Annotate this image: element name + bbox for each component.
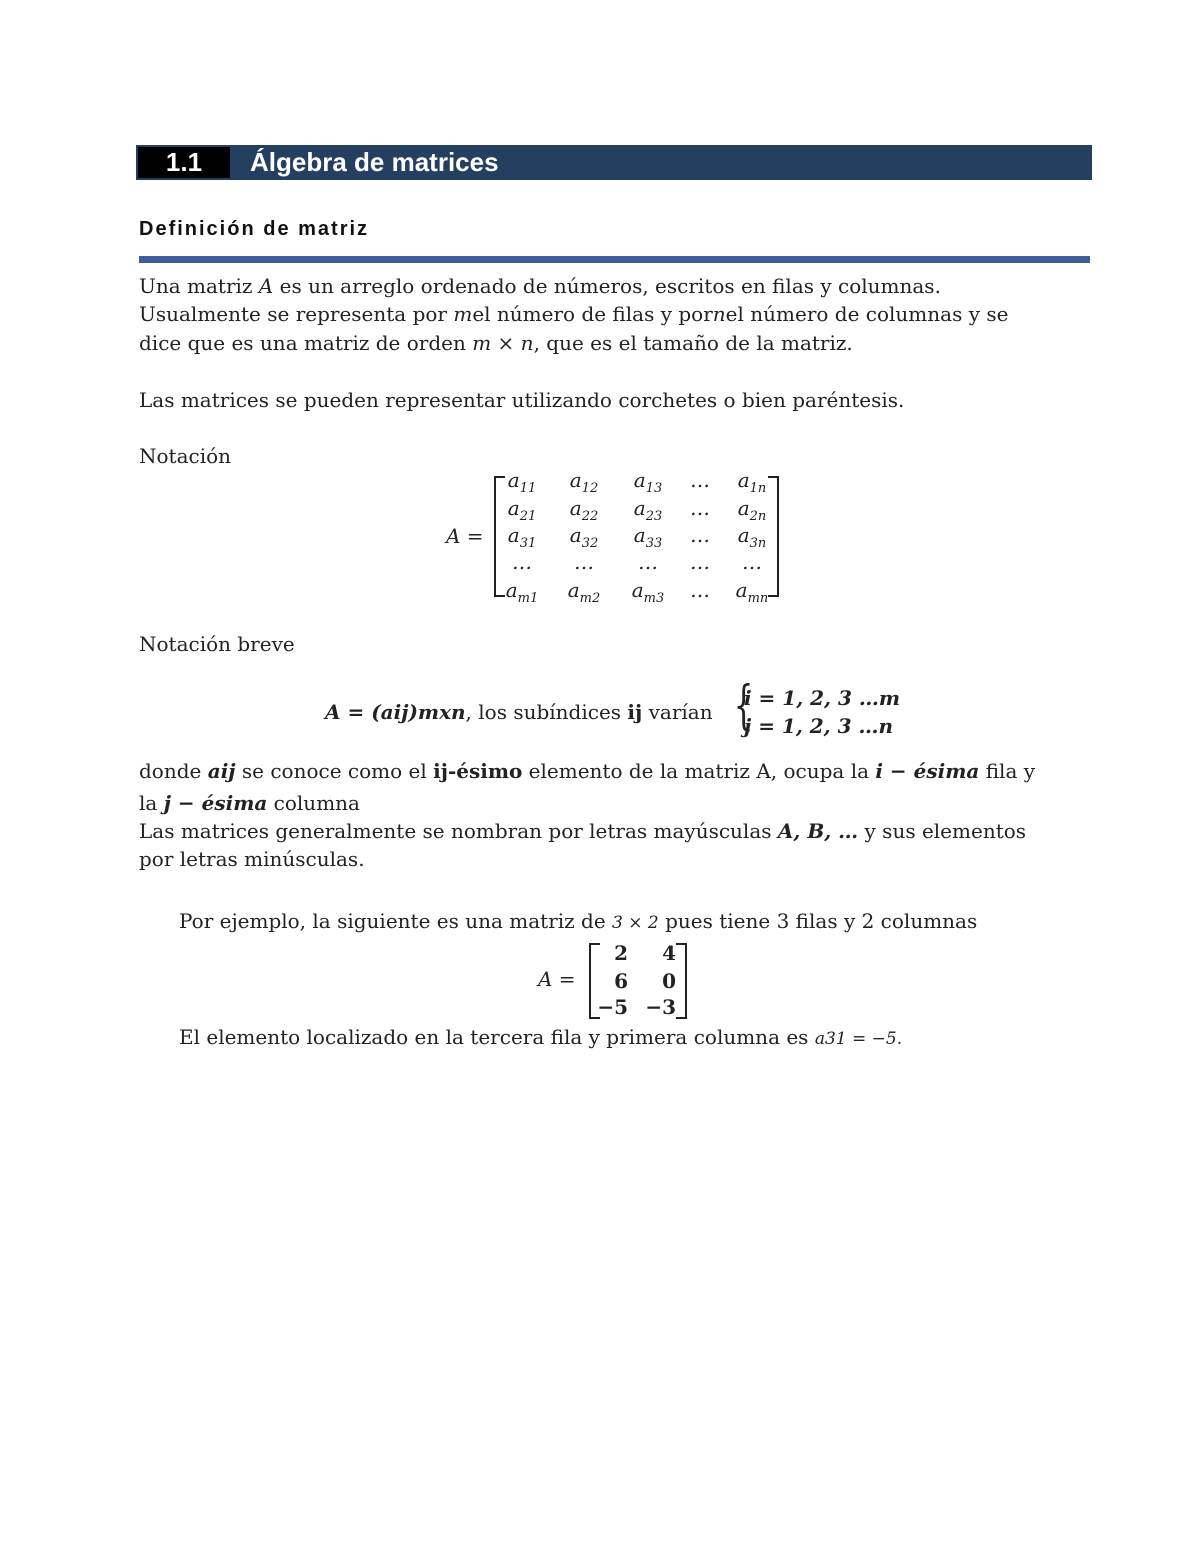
general-matrix-cell: … bbox=[690, 468, 710, 492]
general-matrix-cell: … bbox=[690, 550, 710, 574]
example-matrix-cell: −5 bbox=[597, 995, 628, 1019]
range-brace: { bbox=[733, 676, 754, 736]
subheading: Definición de matriz bbox=[139, 218, 370, 240]
general-matrix-cell: … bbox=[574, 550, 594, 574]
general-matrix-cell: $a_{31}$ bbox=[507, 523, 537, 551]
general-matrix-cell: … bbox=[638, 550, 658, 574]
para3-line4: por letras minúsculas. bbox=[139, 847, 365, 871]
general-matrix-cell: $a_{32}$ bbox=[569, 523, 599, 551]
general-matrix-cell: $a_{21}$ bbox=[507, 496, 537, 524]
para1-line1: Una matriz A es un arreglo ordenado de números, escritos en filas y columnas. bbox=[139, 274, 941, 298]
general-matrix-cell: $a_{m3}$ bbox=[631, 578, 665, 606]
para1-line3: dice que es una matriz de orden m × n, que es el tamaño de la matriz. bbox=[139, 331, 853, 355]
example-matrix-cell: 4 bbox=[662, 941, 676, 965]
section-title: Álgebra de matrices bbox=[250, 147, 499, 177]
para3-line3: Las matrices generalmente se nombran por letras mayúsculas A, B, … y sus elementos bbox=[139, 819, 1027, 843]
short-notation-line: A = (aij)mxn, los subíndices ij varían bbox=[325, 700, 713, 724]
general-matrix-cell: $a_{1n}$ bbox=[737, 468, 767, 496]
general-matrix-cell: $a_{m1}$ bbox=[505, 578, 539, 606]
general-matrix-cell: $a_{22}$ bbox=[569, 496, 599, 524]
general-matrix-cell: $a_{33}$ bbox=[633, 523, 663, 551]
example-line1: Por ejemplo, la siguiente es una matriz de 3 × 2 pues tiene 3 filas y 2 columnas bbox=[179, 909, 978, 933]
general-matrix-cell: … bbox=[512, 550, 532, 574]
general-matrix-cell: $a_{12}$ bbox=[569, 468, 599, 496]
example-line2: El elemento localizado en la tercera fila y primera columna es a31 = −5. bbox=[179, 1025, 903, 1049]
para2: Las matrices se pueden representar utilizando corchetes o bien paréntesis. bbox=[139, 388, 905, 412]
example-matrix-lhs: A = bbox=[538, 967, 576, 991]
general-matrix-cell: … bbox=[690, 578, 710, 602]
range-j: j = 1, 2, 3 …n bbox=[744, 714, 894, 738]
example-matrix-cell: 2 bbox=[614, 941, 628, 965]
general-matrix-cell: $a_{23}$ bbox=[633, 496, 663, 524]
general-matrix-cell: $a_{13}$ bbox=[633, 468, 663, 496]
general-matrix-cell: … bbox=[690, 523, 710, 547]
general-matrix-cell: $a_{mn}$ bbox=[735, 578, 769, 606]
para3-line1: donde aij se conoce como el ij-ésimo elemento de la matriz A, ocupa la i − ésima fila y bbox=[139, 759, 1036, 783]
example-matrix-cell: 6 bbox=[614, 969, 628, 993]
general-matrix-cell: $a_{11}$ bbox=[507, 468, 537, 496]
example-matrix-cell: 0 bbox=[662, 969, 676, 993]
range-i: i = 1, 2, 3 …m bbox=[744, 686, 901, 710]
example-matrix-right-bracket bbox=[676, 943, 687, 1019]
subheading-rule bbox=[139, 256, 1090, 263]
para3-line2: la j − ésima columna bbox=[139, 791, 360, 815]
notation-label: Notación bbox=[139, 444, 232, 468]
example-matrix-cell: −3 bbox=[645, 995, 676, 1019]
short-notation-label: Notación breve bbox=[139, 632, 295, 656]
section-number: 1.1 bbox=[138, 147, 230, 178]
general-matrix-cell: $a_{3n}$ bbox=[737, 523, 767, 551]
general-matrix-cell: … bbox=[690, 496, 710, 520]
general-matrix-cell: $a_{m2}$ bbox=[567, 578, 601, 606]
para1-line2: Usualmente se representa por mel número de filas y pornel número de columnas y se bbox=[139, 302, 1009, 326]
general-matrix-cell: $a_{2n}$ bbox=[737, 496, 767, 524]
general-matrix-cell: … bbox=[742, 550, 762, 574]
general-matrix-lhs: A = bbox=[446, 524, 484, 548]
